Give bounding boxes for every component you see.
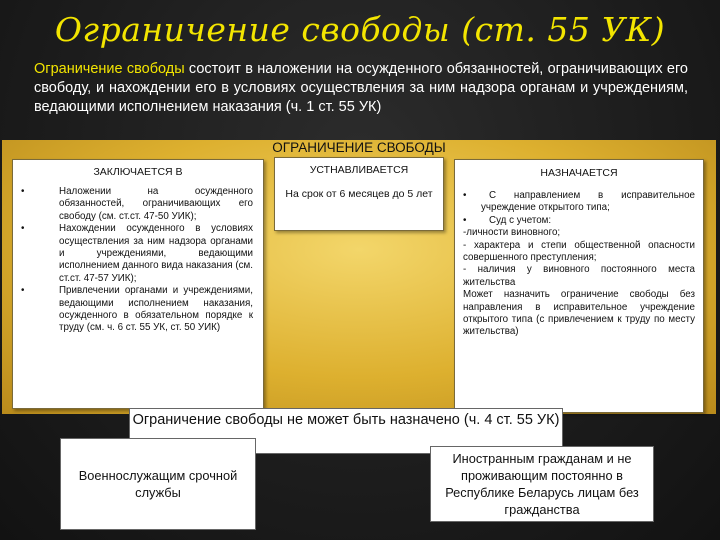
- slide-title: Ограничение свободы (ст. 55 УК): [54, 10, 666, 49]
- bullet-icon: •: [21, 186, 25, 197]
- intro-paragraph: [34, 60, 688, 117]
- criteria-line: - характера и степи общественной опасности совершенного преступления;: [463, 239, 695, 264]
- list-item: • Привлечении органами и учреждениями, ведающими исполнением наказания, осужденного в обязательном порядке к труду (см. ч. 6 ст. 55 УК, ст. 50 УИК): [21, 285, 253, 334]
- consists-of-heading: ЗАКЛЮЧАЕТСЯ В: [93, 166, 183, 178]
- established-heading: УСТНАВЛИВАЕТСЯ: [309, 164, 409, 176]
- restriction-note: Ограничение свободы не может быть назначено (ч. 4 ст. 55 УК): [129, 408, 563, 454]
- bullet-icon: •: [463, 190, 467, 201]
- bullet-icon: •: [21, 223, 25, 235]
- bullet-icon: •: [21, 285, 25, 297]
- list-item: • Наложении на осужденного обязанностей, ограничивающих его свободу (см. ст.ст. 47-50 УИК);: [21, 186, 253, 222]
- consists-of-box: [12, 159, 264, 409]
- criteria-line: -личности виновного;: [463, 227, 561, 239]
- assigned-tail: Может назначить ограничение свободы без направления в исправительное учреждение открытого типа (с привлечением к труду по месту жительства): [463, 289, 695, 338]
- panel-title: ОГРАНИЧЕНИЕ СВОБОДЫ: [272, 140, 446, 155]
- assigned-content: [455, 190, 703, 339]
- consists-of-list: [13, 186, 263, 335]
- exception-foreigners-box: Иностранным гражданам и не проживающим постоянно в Республике Беларусь лицам без гражданства: [430, 446, 654, 522]
- bullet-icon: •: [463, 214, 467, 226]
- intro-highlight: Ограничение свободы: [34, 61, 185, 77]
- restriction-panel: [2, 140, 716, 414]
- exception-conscripts-box: Военнослужащим срочной службы: [60, 438, 256, 530]
- list-item: • Суд с учетом:: [463, 214, 552, 226]
- criteria-line: - наличия у виновного постоянного места жительства: [463, 264, 695, 288]
- established-text: На срок от 6 месяцев до 5 лет: [285, 188, 433, 200]
- assigned-box: [454, 159, 704, 413]
- list-item: • Нахождении осужденного в условиях осуществления за ним надзора органами и учреждениями, ведающими исполнением данного вида наказания (см. ст.ст. 47-57 УИК);: [21, 223, 253, 284]
- assigned-heading: НАЗНАЧАЕТСЯ: [540, 167, 618, 179]
- list-item: • С направлением в исправительное учреждение открытого типа;: [463, 190, 695, 214]
- established-box: [274, 157, 444, 231]
- intro-text: состоит в наложении на осужденного обязанностей, ограничивающих его свободу, и нахождении его в условиях осуществления за ним надзора органам и учреждениям, ведающими исполнением наказания (ч. 1 ст. 55 УК): [34, 61, 688, 115]
